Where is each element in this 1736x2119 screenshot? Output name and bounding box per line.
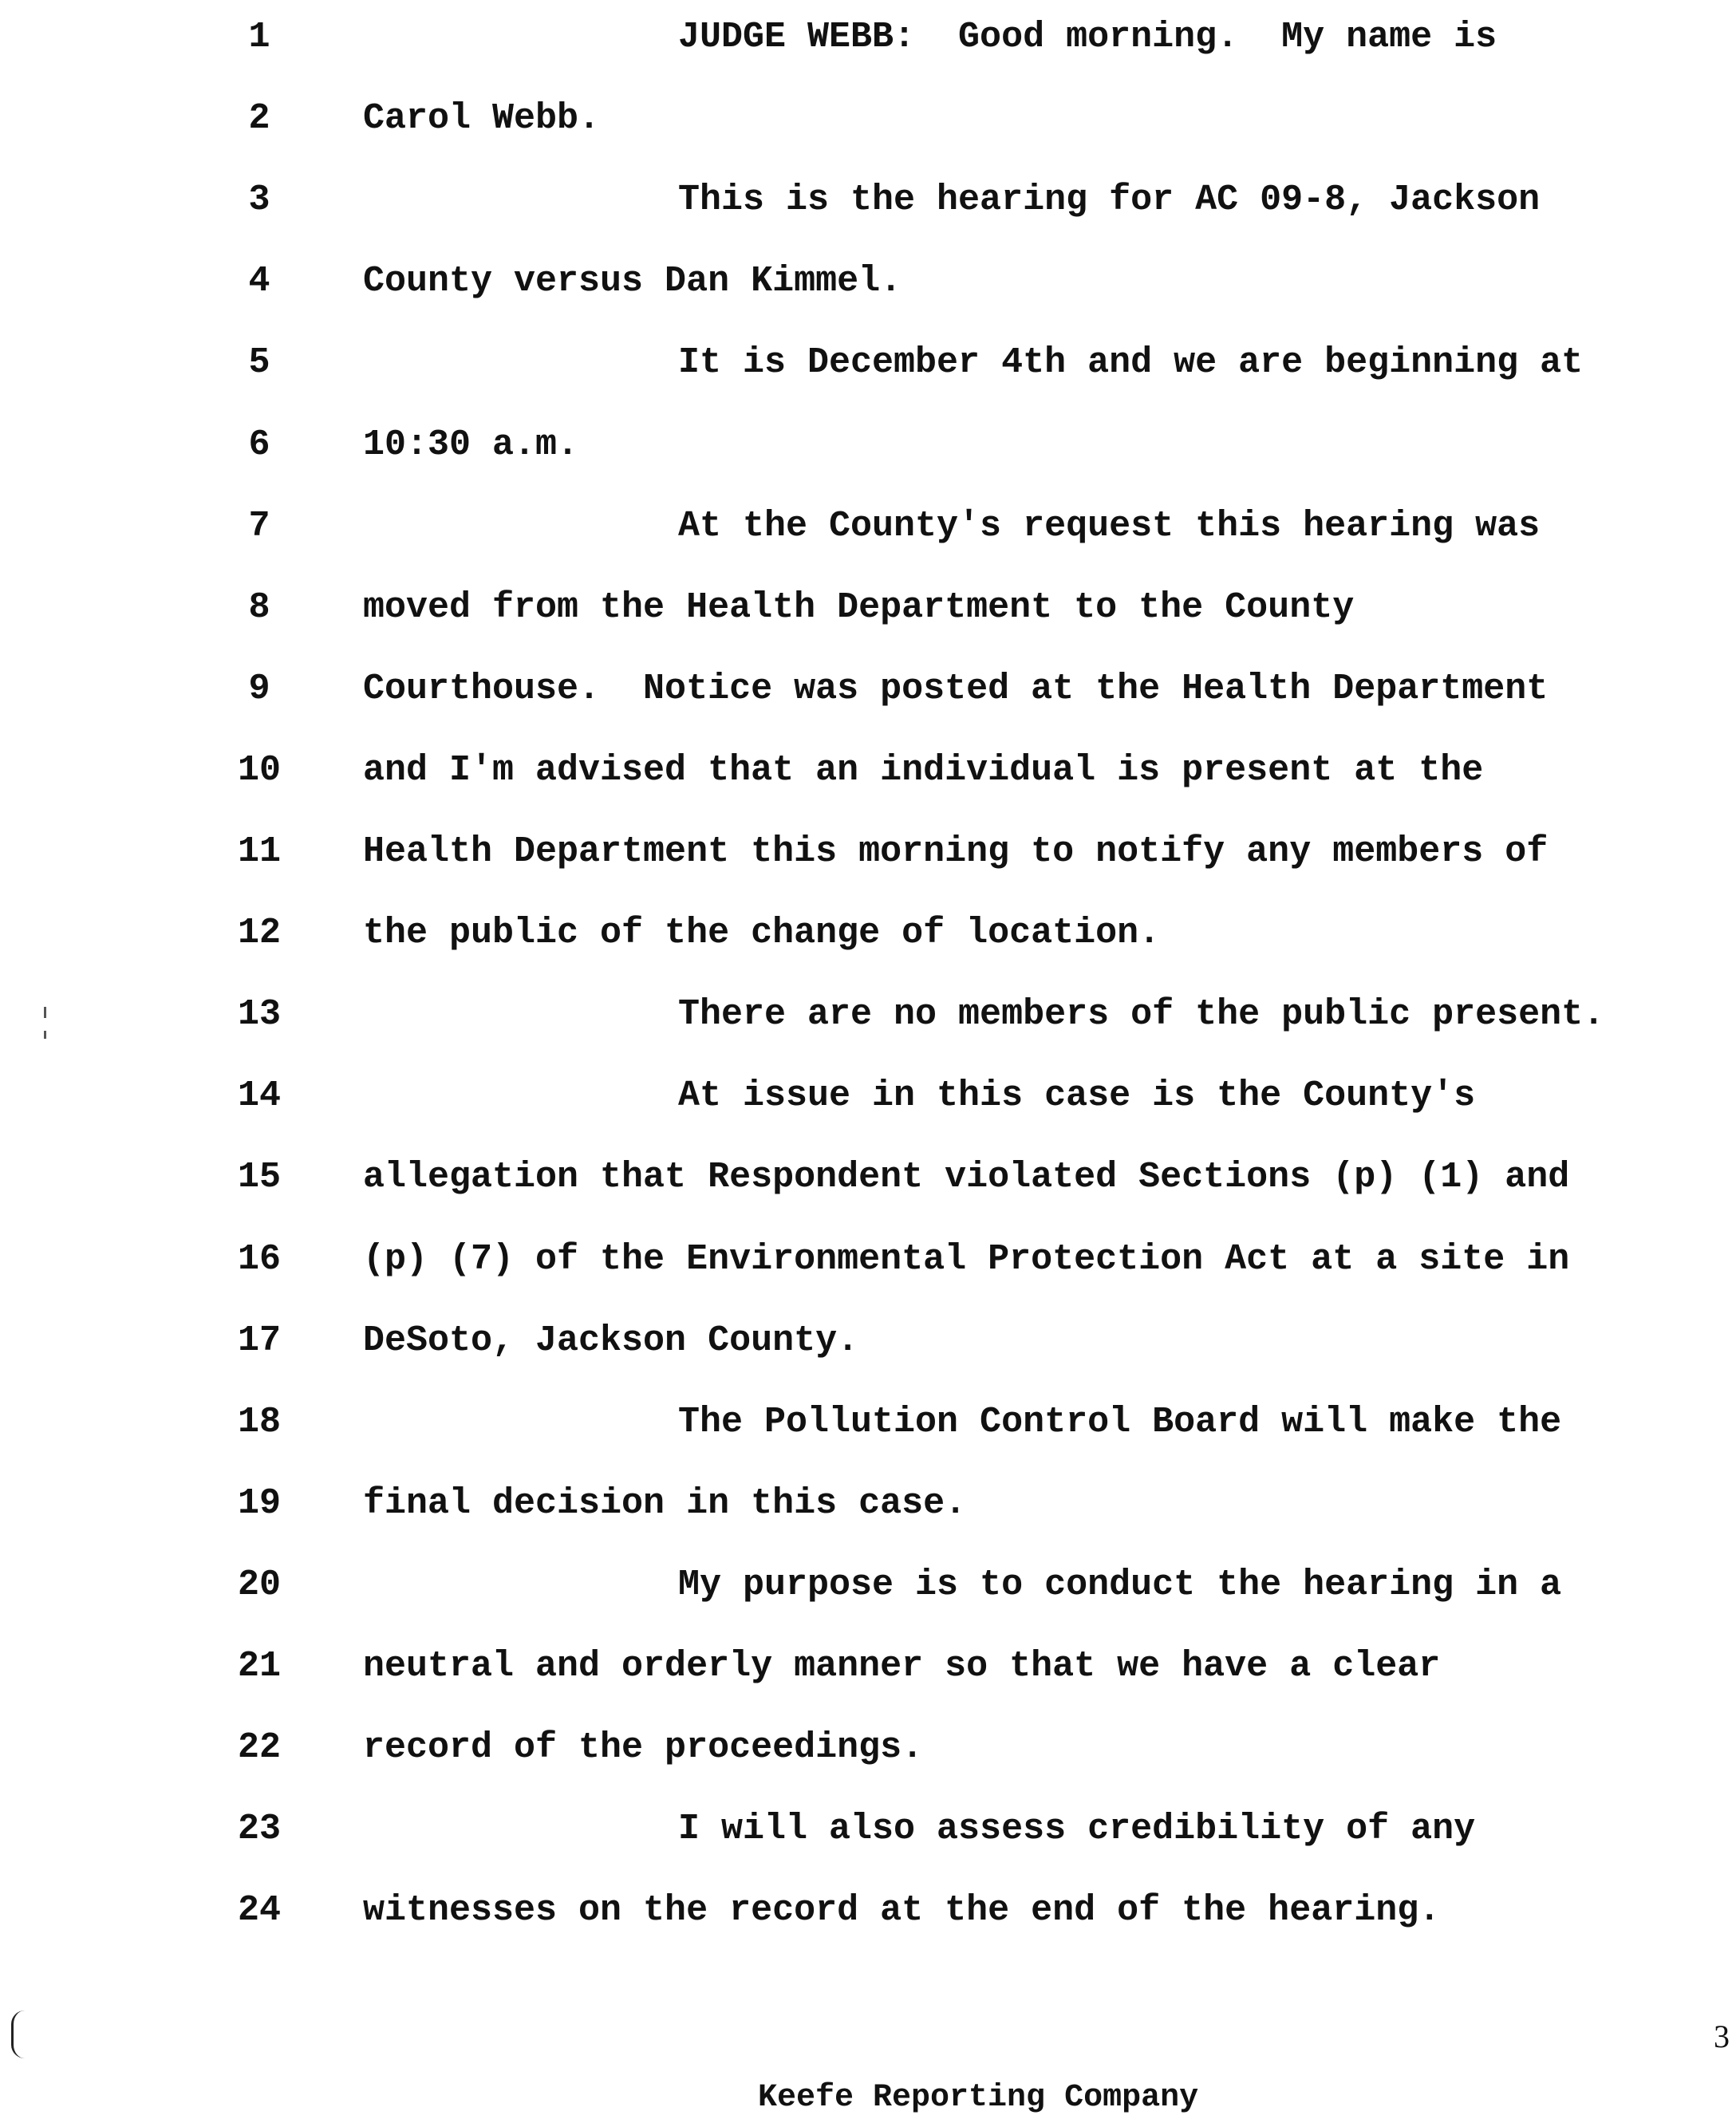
line-text: and I'm advised that an individual is present at the	[363, 749, 1484, 791]
transcript-line	[0, 580, 1736, 661]
transcript-line	[0, 1557, 1736, 1639]
transcript-line	[0, 1232, 1736, 1313]
transcript-line	[0, 1639, 1736, 1720]
transcript-line	[0, 172, 1736, 254]
transcript-line	[0, 91, 1736, 172]
line-text: At the County's request this hearing was	[678, 505, 1541, 547]
line-text: 10:30 a.m.	[363, 424, 579, 465]
line-number: 21	[237, 1646, 281, 1687]
line-text: I will also assess credibility of any	[678, 1809, 1476, 1850]
footer-company: Keefe Reporting Company	[758, 2080, 1199, 2116]
line-text: DeSoto, Jackson County.	[363, 1320, 859, 1361]
page-number: 3	[1714, 2018, 1730, 2054]
line-number: 7	[248, 505, 270, 547]
line-text: JUDGE WEBB: Good morning. My name is	[678, 17, 1497, 57]
line-text: witnesses on the record at the end of the hearing.	[363, 1890, 1441, 1932]
line-text: County versus Dan Kimmel.	[363, 261, 902, 302]
line-number: 16	[237, 1238, 281, 1280]
margin-mark	[44, 1031, 46, 1039]
transcript-line	[0, 661, 1736, 743]
transcript-line	[0, 1720, 1736, 1801]
transcript-line	[0, 1395, 1736, 1476]
line-number: 20	[237, 1564, 281, 1605]
margin-mark	[44, 1007, 46, 1018]
transcript-line	[0, 1313, 1736, 1395]
line-number: 11	[237, 831, 281, 872]
line-text: allegation that Respondent violated Sections (p) (1) and	[363, 1157, 1570, 1198]
line-text: final decision in this case.	[363, 1482, 967, 1524]
line-text: There are no members of the public present.	[678, 994, 1605, 1036]
line-number: 23	[237, 1809, 281, 1850]
line-number: 22	[237, 1727, 281, 1769]
line-text: the public of the change of location.	[363, 913, 1161, 954]
line-number: 6	[248, 424, 270, 465]
transcript-line	[0, 743, 1736, 824]
line-text: neutral and orderly manner so that we have a clear	[363, 1646, 1441, 1687]
transcript-line	[0, 906, 1736, 987]
line-text: My purpose is to conduct the hearing in a	[678, 1564, 1562, 1605]
line-number: 24	[237, 1890, 281, 1932]
transcript-line	[0, 824, 1736, 906]
line-number: 13	[237, 994, 281, 1036]
line-number: 15	[237, 1157, 281, 1198]
line-text: Health Department this morning to notify any members of	[363, 831, 1549, 872]
line-number: 14	[237, 1075, 281, 1117]
line-text: It is December 4th and we are beginning at	[678, 342, 1584, 384]
line-text: Courthouse. Notice was posted at the Health Department	[363, 668, 1549, 709]
line-number: 10	[237, 749, 281, 791]
line-number: 2	[248, 98, 270, 140]
line-text: This is the hearing for AC 09-8, Jackson	[678, 180, 1541, 221]
line-text: moved from the Health Department to the County	[363, 586, 1355, 628]
line-number: 9	[248, 668, 270, 709]
line-text: The Pollution Control Board will make the	[678, 1401, 1562, 1442]
line-number: 18	[237, 1401, 281, 1442]
transcript-line	[0, 10, 1736, 91]
transcript-line	[0, 1150, 1736, 1231]
line-text: Carol Webb.	[363, 98, 601, 140]
line-number: 5	[248, 342, 270, 384]
line-text: record of the proceedings.	[363, 1727, 924, 1769]
line-number: 8	[248, 586, 270, 628]
margin-bracket	[11, 2010, 25, 2058]
line-number: 17	[237, 1320, 281, 1361]
transcript-line	[0, 1068, 1736, 1150]
line-number: 4	[248, 261, 270, 302]
transcript-line	[0, 1801, 1736, 1883]
line-number: 1	[248, 17, 270, 57]
line-text: At issue in this case is the County's	[678, 1075, 1476, 1117]
transcript-line	[0, 335, 1736, 416]
transcript-line	[0, 417, 1736, 499]
transcript-line	[0, 987, 1736, 1068]
transcript-line	[0, 254, 1736, 335]
line-text: (p) (7) of the Environmental Protection Act at a site in	[363, 1238, 1570, 1280]
line-number: 3	[248, 180, 270, 221]
footer	[0, 2078, 1736, 2119]
line-number: 12	[237, 913, 281, 954]
transcript-line	[0, 1476, 1736, 1557]
transcript-line	[0, 1883, 1736, 1964]
transcript-line	[0, 499, 1736, 580]
line-number: 19	[237, 1482, 281, 1524]
